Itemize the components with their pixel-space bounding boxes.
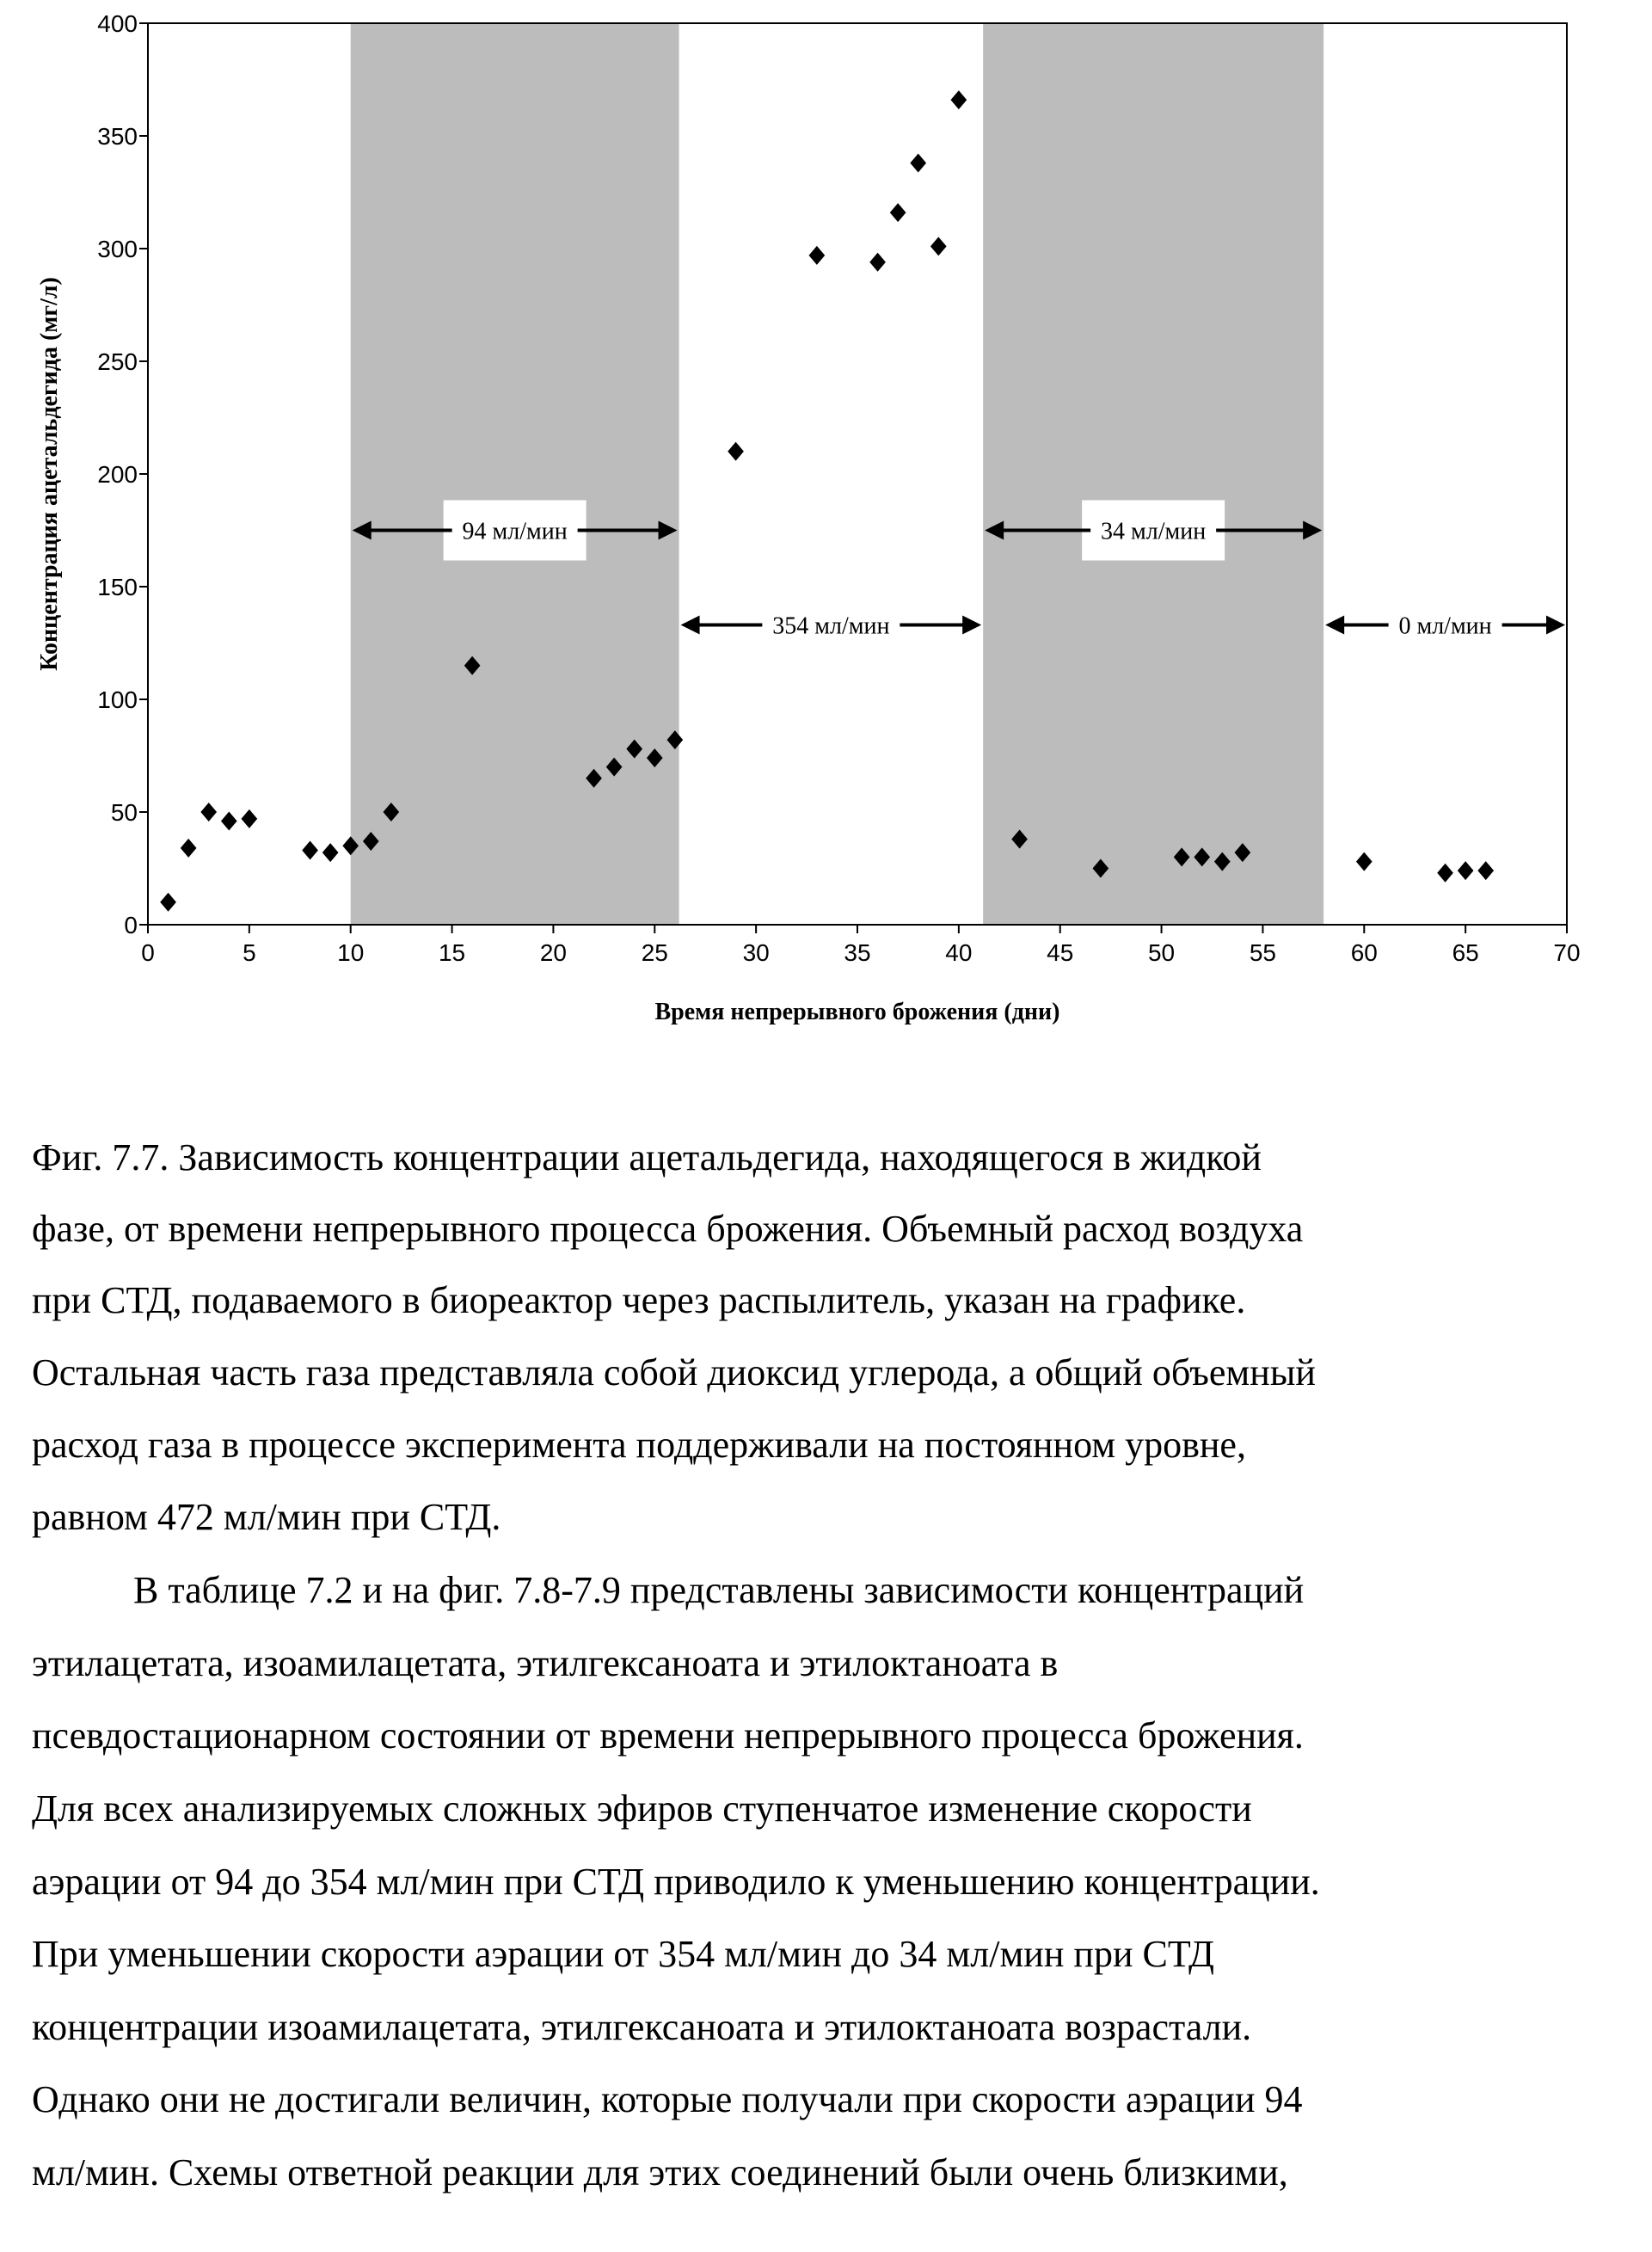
y-tick-label: 100 bbox=[97, 686, 138, 713]
text-line: этилацетата, изоамилацетата, этилгексаноата и этилоктаноата в bbox=[32, 1641, 1058, 1685]
data-point bbox=[181, 839, 197, 858]
y-tick-label: 50 bbox=[111, 799, 138, 826]
text-line: концентрации изоамилацетата, этилгексаноата и этилоктаноата возрастали. bbox=[32, 2005, 1251, 2049]
x-tick-label: 30 bbox=[743, 939, 770, 966]
text-line: расход газа в процессе эксперимента поддерживали на постоянном уровне, bbox=[32, 1423, 1246, 1467]
axis-ticks bbox=[97, 10, 1580, 966]
text-line: псевдостационарном состоянии от времени непрерывного процесса брожения. bbox=[32, 1714, 1304, 1757]
x-tick-label: 45 bbox=[1047, 939, 1073, 966]
text-line: При уменьшении скорости аэрации от 354 мл/мин до 34 мл/мин при СТД bbox=[32, 1932, 1214, 1976]
x-tick-label: 60 bbox=[1351, 939, 1378, 966]
data-point bbox=[809, 246, 826, 265]
data-point bbox=[160, 893, 176, 912]
x-tick-label: 0 bbox=[141, 939, 155, 966]
x-tick-label: 40 bbox=[945, 939, 972, 966]
x-tick-label: 35 bbox=[844, 939, 870, 966]
arrow-left-head-icon bbox=[1325, 616, 1344, 635]
data-point bbox=[910, 153, 926, 172]
aeration-regions bbox=[351, 23, 1565, 925]
x-tick-label: 15 bbox=[439, 939, 465, 966]
text-line: Фиг. 7.7. Зависимость концентрации ацетальдегида, находящегося в жидкой bbox=[32, 1135, 1262, 1179]
x-tick-label: 5 bbox=[243, 939, 256, 966]
text-line: Однако они не достигали величин, которые получали при скорости аэрации 94 bbox=[32, 2077, 1303, 2121]
data-point bbox=[221, 811, 237, 830]
arrow-right-head-icon bbox=[962, 616, 981, 635]
y-tick-label: 0 bbox=[124, 912, 138, 938]
aeration-label: 354 мл/мин bbox=[772, 613, 889, 640]
y-tick-label: 350 bbox=[97, 123, 138, 150]
data-point bbox=[200, 803, 217, 821]
data-point bbox=[951, 90, 967, 109]
arrow-right-head-icon bbox=[1546, 616, 1565, 635]
y-tick-label: 400 bbox=[97, 10, 138, 37]
text-line: Остальная часть газа представляла собой диоксид углерода, а общий объемный bbox=[32, 1351, 1316, 1394]
data-point bbox=[869, 253, 886, 272]
shaded-region bbox=[351, 23, 679, 925]
x-tick-label: 25 bbox=[642, 939, 668, 966]
data-point bbox=[1356, 852, 1373, 871]
x-tick-label: 50 bbox=[1148, 939, 1175, 966]
shaded-region bbox=[983, 23, 1323, 925]
data-point bbox=[322, 843, 339, 862]
text-line: фазе, от времени непрерывного процесса брожения. Объемный расход воздуха bbox=[32, 1207, 1303, 1251]
x-axis-label: Время непрерывного брожения (дни) bbox=[654, 999, 1059, 1025]
y-tick-label: 200 bbox=[97, 461, 138, 488]
text-line: мл/мин. Схемы ответной реакции для этих соединений были очень близкими, bbox=[32, 2150, 1288, 2194]
text-line: равном 472 мл/мин при СТД. bbox=[32, 1495, 501, 1539]
data-point bbox=[1437, 864, 1453, 883]
text-line: при СТД, подаваемого в биореактор через распылитель, указан на графике. bbox=[32, 1278, 1245, 1322]
acetaldehyde-scatter-chart bbox=[0, 0, 1652, 1067]
x-tick-label: 20 bbox=[540, 939, 567, 966]
y-tick-label: 250 bbox=[97, 348, 138, 375]
text-line: аэрации от 94 до 354 мл/мин при СТД приводило к уменьшению концентрации. bbox=[32, 1860, 1320, 1904]
text-line: Для всех анализируемых сложных эфиров ступенчатое изменение скорости bbox=[32, 1787, 1252, 1831]
y-tick-label: 300 bbox=[97, 236, 138, 262]
arrow-left-head-icon bbox=[681, 616, 700, 635]
data-point bbox=[728, 442, 744, 461]
x-tick-label: 65 bbox=[1452, 939, 1479, 966]
aeration-label: 94 мл/мин bbox=[463, 519, 568, 545]
data-point bbox=[1477, 861, 1494, 880]
data-point bbox=[930, 237, 947, 255]
data-point bbox=[302, 841, 318, 860]
x-tick-label: 10 bbox=[337, 939, 364, 966]
data-point bbox=[890, 203, 906, 222]
aeration-label: 34 мл/мин bbox=[1101, 519, 1206, 545]
y-tick-label: 150 bbox=[97, 574, 138, 600]
data-point bbox=[1458, 861, 1474, 880]
y-axis-label: Концентрация ацетальдегида (мг/л) bbox=[36, 277, 63, 671]
text-line: В таблице 7.2 и на фиг. 7.8-7.9 представлены зависимости концентраций bbox=[133, 1568, 1304, 1612]
data-point bbox=[242, 809, 258, 828]
x-tick-label: 70 bbox=[1553, 939, 1580, 966]
x-tick-label: 55 bbox=[1250, 939, 1276, 966]
aeration-label: 0 мл/мин bbox=[1398, 613, 1491, 640]
